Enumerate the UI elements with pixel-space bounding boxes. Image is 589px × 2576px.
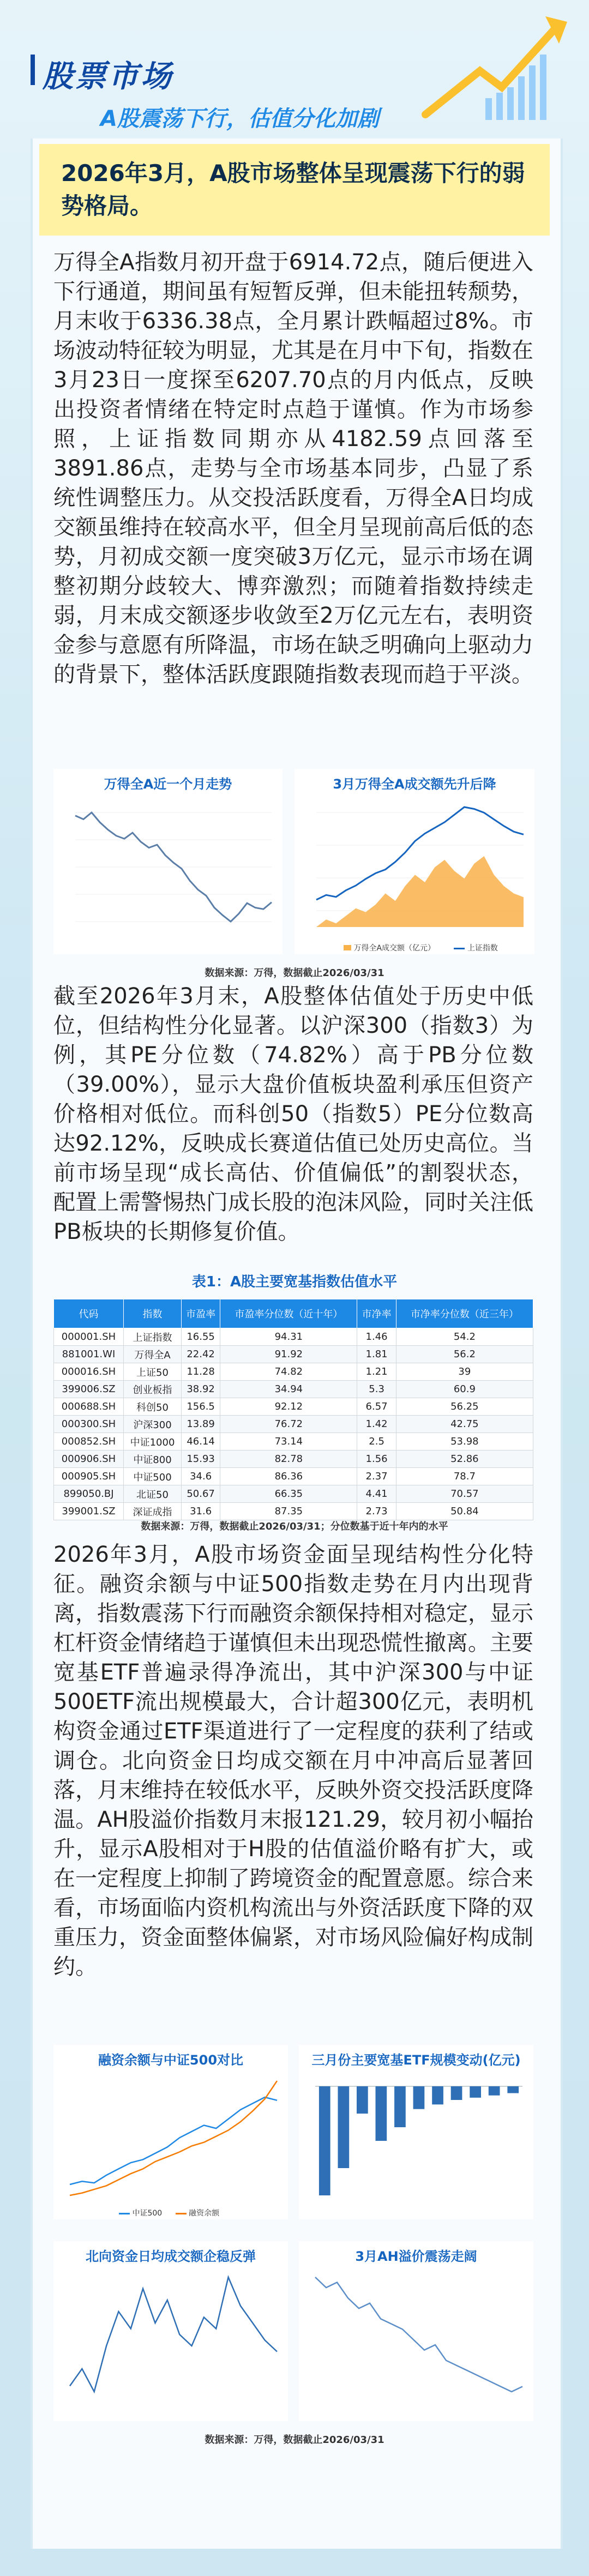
- table-row: [54, 1381, 533, 1398]
- table-title: 表1：A股主要宽基指数估值水平: [191, 1274, 398, 1290]
- table-cell: 1.56: [357, 1450, 396, 1468]
- table-cell: 000300.SH: [54, 1416, 124, 1433]
- legend-label: 上证指数: [467, 944, 498, 953]
- table-cell: 2.73: [357, 1503, 396, 1520]
- table-cell: 北证50: [124, 1485, 182, 1503]
- bar: [357, 2086, 368, 2114]
- table-cell: 000688.SH: [54, 1398, 124, 1416]
- bar: [376, 2086, 387, 2141]
- chart-etf-change: [299, 2045, 533, 2219]
- table-cell: 56.25: [396, 1398, 533, 1416]
- legend-swatch: [344, 945, 351, 950]
- table-cell: 中证500: [124, 1468, 182, 1485]
- title-accent-bar: [31, 55, 35, 85]
- series-line: [70, 2277, 277, 2392]
- bar: [338, 2086, 350, 2168]
- table-cell: 2.37: [357, 1468, 396, 1485]
- table-cell: 中证800: [124, 1450, 182, 1468]
- table-cell: 000001.SH: [54, 1328, 124, 1346]
- chart-title: 万得全A近一个月走势: [104, 777, 232, 792]
- bar: [432, 2086, 443, 2104]
- table-header: 市盈率分位数（近十年）: [220, 1299, 357, 1328]
- table-cell: 16.55: [182, 1328, 220, 1346]
- chart-title: 北向资金日均成交额企稳反弹: [86, 2249, 256, 2264]
- legend-swatch: [454, 948, 465, 949]
- table-cell: 创业板指: [124, 1381, 182, 1398]
- table-cell: 38.92: [182, 1381, 220, 1398]
- table-row: [54, 1450, 533, 1468]
- chart-title: 3月AH溢价震荡走阔: [355, 2249, 477, 2264]
- table-cell: 87.35: [220, 1503, 357, 1520]
- table-cell: 1.81: [357, 1346, 396, 1363]
- table-cell: 42.75: [396, 1416, 533, 1433]
- table-header: 市净率分位数（近三年）: [396, 1299, 533, 1328]
- table-cell: 沪深300: [124, 1416, 182, 1433]
- legend: [119, 2207, 219, 2218]
- chart-svg: [299, 2065, 533, 2217]
- legend-label: 万得全A成交额: [353, 944, 405, 953]
- table-header-row: [54, 1299, 533, 1328]
- table-cell: 60.9: [396, 1381, 533, 1398]
- paragraph-market-trend: 万得全A指数月初开盘于6914.72点，随后便进入下行通道，期间虽有短暂反弹，但未能扭转颓势，月末收于6336.38点，全月累计跌幅超过8%。市场波动特征较为明显，尤其是在月中下旬，指数在3月23日一度探至6207.70点的月内低点，反映出投资者情绪在特定时点趋于谨慎。作为市场参照，上证指数同期亦从4182.59点回落至3891.86点，走势与全市场基本同步，凸显了系统性调整压力。从交投活跃度看，万得全A日均成交额虽维持在较高水平，但全月呈现前高后低的态势，月初成交额一度突破3万亿元，显示市场在调整初期分歧较大、博弈激烈；而随着指数持续走弱，月末成交额逐步收敛至2万亿元左右，表明资金参与意愿有所降温，市场在缺乏明确向上驱动力的背景下，整体活跃度跟随指数表现而趋于平淡。: [53, 250, 533, 687]
- table-cell: 82.78: [220, 1450, 357, 1468]
- table-cell: 53.98: [396, 1433, 533, 1450]
- table-cell: 上证指数: [124, 1328, 182, 1346]
- series-area: [316, 856, 524, 927]
- chart-wind-a-trend: [53, 769, 283, 954]
- legend: [344, 942, 498, 953]
- table-cell: 399006.SZ: [54, 1381, 124, 1398]
- table-cell: 54.2: [396, 1328, 533, 1346]
- table-cell: 92.12: [220, 1398, 357, 1416]
- table-row: [54, 1416, 533, 1433]
- chart-svg: [53, 791, 283, 954]
- table-cell: 78.7: [396, 1468, 533, 1485]
- table-cell: 1.42: [357, 1416, 396, 1433]
- valuation-table: [53, 1299, 533, 1520]
- table-cell: 46.14: [182, 1433, 220, 1450]
- paragraph-valuation: 截至2026年3月末，A股整体估值处于历史中低位，但结构性分化显著。以沪深300（指数3）为例，其PE分位数（74.82%）高于PB分位数（39.00%），显示大盘价值板块盈利承压但资产价格相对低位。而科创50（指数5）PE分位数高达92.12%，反映成长赛道估值已处历史高位。当前市场呈现“成长高估、价值偏低”的割裂状态，配置上需警惕热门成长股的泡沫风险，同时关注低PB板块的长期修复价值。: [53, 984, 533, 1244]
- chart-northbound: [53, 2241, 288, 2421]
- header: [0, 0, 589, 131]
- legend-label: 中证500: [132, 2209, 163, 2218]
- bar: [394, 2086, 406, 2127]
- table-header: 代码: [54, 1299, 124, 1328]
- bar: [319, 2086, 330, 2195]
- table-cell: 000905.SH: [54, 1468, 124, 1485]
- table-cell: 22.42: [182, 1346, 220, 1363]
- page-title: 股票市场: [43, 59, 173, 94]
- table-cell: 5.3: [357, 1381, 396, 1398]
- series-line-csi500: [70, 2097, 277, 2184]
- chart-title: 三月份主要宽基ETF规模变动(亿元): [311, 2053, 521, 2068]
- page-subtitle: A股震荡下行，估值分化加剧: [100, 106, 379, 131]
- table-cell: 000016.SH: [54, 1363, 124, 1381]
- table-cell: 31.6: [182, 1503, 220, 1520]
- table-row: [54, 1328, 533, 1346]
- chart-title: 融资余额与中证500对比: [98, 2053, 244, 2068]
- table-header: 市净率: [357, 1299, 396, 1328]
- bar: [451, 2086, 462, 2100]
- table-cell: 56.2: [396, 1346, 533, 1363]
- chart-svg: [294, 791, 534, 954]
- headline-text: 2026年3月，A股市场整体呈现震荡下行的弱势格局。: [61, 160, 525, 219]
- table-row: [54, 1398, 533, 1416]
- table-cell: 899050.BJ: [54, 1485, 124, 1503]
- table-cell: 94.31: [220, 1328, 357, 1346]
- chart-svg: [299, 2261, 533, 2419]
- table-cell: 000852.SH: [54, 1433, 124, 1450]
- table-cell: 70.57: [396, 1485, 533, 1503]
- table-cell: 深证成指: [124, 1503, 182, 1520]
- table-cell: 86.36: [220, 1468, 357, 1485]
- table-row: [54, 1468, 533, 1485]
- table-source-note: 数据来源：万得，数据截止2026/03/31；分位数基于近十年内的水平: [141, 1521, 448, 1532]
- legend-swatch: [119, 2213, 130, 2214]
- table-cell: 156.5: [182, 1398, 220, 1416]
- table-cell: 15.93: [182, 1450, 220, 1468]
- chart-title: 3月万得全A成交额先升后降: [333, 777, 496, 792]
- table-cell: 中证1000: [124, 1433, 182, 1450]
- table-cell: 50.67: [182, 1485, 220, 1503]
- table-row: [54, 1433, 533, 1450]
- table-cell: 2.5: [357, 1433, 396, 1450]
- chart-svg: [53, 2261, 288, 2419]
- chart-margin-vs-csi500: [53, 2045, 288, 2219]
- table-cell: 34.94: [220, 1381, 357, 1398]
- chart-ah-premium: [299, 2241, 533, 2421]
- table-cell: 73.14: [220, 1433, 357, 1450]
- series-line: [315, 2277, 522, 2392]
- paragraph-capital-flow: 2026年3月，A股市场资金面呈现结构性分化特征。融资余额与中证500指数走势在月内出现背离，指数震荡下行而融资余额保持相对稳定，显示杠杆资金情绪趋于谨慎但未出现恐慌性撤离。主要宽基ETF普遍录得净流出，其中沪深300与中证500ETF流出规模最大，合计超300亿元，表明机构资金通过ETF渠道进行了一定程度的获利了结或调仓。北向资金日均成交额在月中冲高后显著回落，月末维持在较低水平，反映外资交投活跃度降温。AH股溢价指数月末报121.29，较月初小幅抬升，显示A股相对于H股的估值溢价略有扩大，或在一定程度上抑制了跨境资金的配置意愿。综合来看，市场面临内资机构流出与外资活跃度下降的双重压力，资金面整体偏紧，对市场风险偏好构成制约。: [53, 1542, 533, 1979]
- bar: [507, 2086, 519, 2093]
- table-cell: 13.89: [182, 1416, 220, 1433]
- table-cell: 1.21: [357, 1363, 396, 1381]
- table-cell: 50.84: [396, 1503, 533, 1520]
- table-cell: 91.92: [220, 1346, 357, 1363]
- table-row: [54, 1346, 533, 1363]
- bar: [489, 2086, 500, 2096]
- table-header: 市盈率: [182, 1299, 220, 1328]
- legend-swatch: [176, 2213, 187, 2214]
- source-note: 数据来源：万得，数据截止2026/03/31: [205, 2434, 384, 2446]
- table-cell: 881001.WI: [54, 1346, 124, 1363]
- table-cell: 66.35: [220, 1485, 357, 1503]
- source-note: 数据来源：万得，数据截止2026/03/31: [205, 967, 384, 979]
- table-cell: 万得全A: [124, 1346, 182, 1363]
- table-cell: 4.41: [357, 1485, 396, 1503]
- table-cell: 76.72: [220, 1416, 357, 1433]
- table-cell: 上证50: [124, 1363, 182, 1381]
- table-cell: 34.6: [182, 1468, 220, 1485]
- chart-turnover: [294, 769, 534, 954]
- legend-label: 融资余额: [189, 2209, 220, 2218]
- table-cell: 39: [396, 1363, 533, 1381]
- bar: [470, 2086, 481, 2098]
- table-header: 指数: [124, 1299, 182, 1328]
- bar: [413, 2086, 425, 2109]
- table-cell: 399001.SZ: [54, 1503, 124, 1520]
- legend-unit: （亿元）: [405, 944, 436, 953]
- table-row: [54, 1503, 533, 1520]
- table-cell: 1.46: [357, 1328, 396, 1346]
- trend-arrow-icon: [420, 5, 573, 125]
- table-row: [54, 1485, 533, 1503]
- table-cell: 11.28: [182, 1363, 220, 1381]
- table-row: [54, 1363, 533, 1381]
- chart-svg: [53, 2065, 288, 2217]
- table-cell: 科创50: [124, 1398, 182, 1416]
- table-cell: 74.82: [220, 1363, 357, 1381]
- table-cell: 52.86: [396, 1450, 533, 1468]
- headline-box: [39, 144, 550, 236]
- table-cell: 6.57: [357, 1398, 396, 1416]
- table-cell: 000906.SH: [54, 1450, 124, 1468]
